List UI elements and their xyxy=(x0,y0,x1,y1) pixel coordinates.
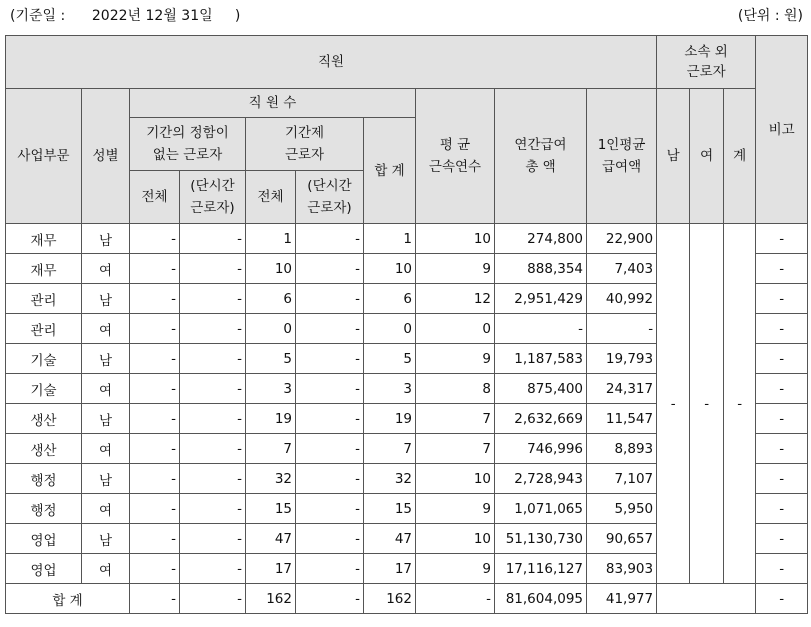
header-sum: 합 계 xyxy=(364,118,416,224)
ft-part-cell: - xyxy=(296,524,364,554)
gender-cell: 남 xyxy=(82,344,130,374)
nf-part-cell: - xyxy=(180,464,246,494)
nf-all-cell: - xyxy=(130,464,180,494)
ft-part-cell: - xyxy=(296,374,364,404)
remark-cell: - xyxy=(756,374,808,404)
total-cell: 47 xyxy=(364,524,416,554)
total-cell: 17 xyxy=(364,554,416,584)
ft-part-cell: - xyxy=(296,254,364,284)
nf-part-cell: - xyxy=(180,434,246,464)
nf-all-cell: - xyxy=(130,254,180,284)
remark-cell: - xyxy=(756,404,808,434)
pay-avg-cell: 5,950 xyxy=(587,494,657,524)
division-cell: 재무 xyxy=(6,224,82,254)
remark-cell: - xyxy=(756,344,808,374)
nf-all-cell: - xyxy=(130,494,180,524)
remark-cell: - xyxy=(756,314,808,344)
total-cell: 0 xyxy=(364,314,416,344)
tenure-cell: 7 xyxy=(416,434,495,464)
pay-total-cell: 274,800 xyxy=(495,224,587,254)
tenure-cell: 10 xyxy=(416,224,495,254)
pay-avg-cell: - xyxy=(587,314,657,344)
division-cell: 관리 xyxy=(6,314,82,344)
pay-total-cell: 2,632,669 xyxy=(495,404,587,434)
total-cell: 32 xyxy=(364,464,416,494)
table-meta xyxy=(0,0,811,34)
header-outside-subtotal: 계 xyxy=(724,89,756,224)
pay-avg-cell: 83,903 xyxy=(587,554,657,584)
ft-all-cell: 0 xyxy=(246,314,296,344)
remark-cell: - xyxy=(756,434,808,464)
total-row xyxy=(6,584,808,614)
pay-avg-cell: 19,793 xyxy=(587,344,657,374)
nf-part-cell: - xyxy=(180,284,246,314)
gender-cell: 남 xyxy=(82,404,130,434)
header-avg-pay: 1인평균 급여액 xyxy=(587,89,657,224)
header-headcount: 직 원 수 xyxy=(130,89,416,118)
pay-total-cell: 17,116,127 xyxy=(495,554,587,584)
gender-cell: 여 xyxy=(82,374,130,404)
ft-all-cell: 15 xyxy=(246,494,296,524)
division-cell: 행정 xyxy=(6,494,82,524)
header-outside-male: 남 xyxy=(657,89,690,224)
division-cell: 영업 xyxy=(6,524,82,554)
total-pay-avg-cell: 41,977 xyxy=(587,584,657,614)
header-employees: 직원 xyxy=(6,36,657,89)
pay-total-cell: 2,728,943 xyxy=(495,464,587,494)
total-nf-part-cell: - xyxy=(180,584,246,614)
nf-part-cell: - xyxy=(180,494,246,524)
ft-all-cell: 17 xyxy=(246,554,296,584)
tenure-cell: 9 xyxy=(416,344,495,374)
ft-all-cell: 19 xyxy=(246,404,296,434)
division-cell: 생산 xyxy=(6,434,82,464)
header-remarks: 비고 xyxy=(756,36,808,224)
ft-all-cell: 5 xyxy=(246,344,296,374)
header-annual-pay-total: 연간급여 총 액 xyxy=(495,89,587,224)
header-no-fixed-term: 기간의 정함이 없는 근로자 xyxy=(130,118,246,171)
gender-cell: 여 xyxy=(82,434,130,464)
header-outside-female: 여 xyxy=(690,89,724,224)
ft-all-cell: 1 xyxy=(246,224,296,254)
total-cell: 10 xyxy=(364,254,416,284)
outside-female-cell: - xyxy=(690,224,724,584)
total-ft-all-cell: 162 xyxy=(246,584,296,614)
tenure-cell: 9 xyxy=(416,554,495,584)
pay-total-cell: 1,187,583 xyxy=(495,344,587,374)
pay-avg-cell: 7,107 xyxy=(587,464,657,494)
pay-total-cell: 2,951,429 xyxy=(495,284,587,314)
header-outside-workers: 소속 외 근로자 xyxy=(657,36,756,89)
nf-part-cell: - xyxy=(180,404,246,434)
tenure-cell: 7 xyxy=(416,404,495,434)
ft-part-cell: - xyxy=(296,464,364,494)
gender-cell: 남 xyxy=(82,464,130,494)
total-cell: 1 xyxy=(364,224,416,254)
remark-cell: - xyxy=(756,554,808,584)
tenure-cell: 12 xyxy=(416,284,495,314)
nf-part-cell: - xyxy=(180,524,246,554)
tenure-cell: 8 xyxy=(416,374,495,404)
pay-avg-cell: 11,547 xyxy=(587,404,657,434)
pay-total-cell: 875,400 xyxy=(495,374,587,404)
division-cell: 기술 xyxy=(6,374,82,404)
header-nf-part: (단시간 근로자) xyxy=(180,171,246,224)
remark-cell: - xyxy=(756,464,808,494)
total-nf-all-cell: - xyxy=(130,584,180,614)
tenure-cell: 9 xyxy=(416,254,495,284)
gender-cell: 남 xyxy=(82,284,130,314)
nf-all-cell: - xyxy=(130,344,180,374)
pay-avg-cell: 90,657 xyxy=(587,524,657,554)
gender-cell: 남 xyxy=(82,524,130,554)
unit-label: (단위 : 원) xyxy=(737,8,803,24)
nf-all-cell: - xyxy=(130,434,180,464)
ft-all-cell: 6 xyxy=(246,284,296,314)
employee-table xyxy=(5,35,808,614)
nf-all-cell: - xyxy=(130,224,180,254)
total-total-cell: 162 xyxy=(364,584,416,614)
nf-part-cell: - xyxy=(180,554,246,584)
tenure-cell: 9 xyxy=(416,494,495,524)
total-label: 합 계 xyxy=(6,584,130,614)
total-cell: 15 xyxy=(364,494,416,524)
nf-all-cell: - xyxy=(130,374,180,404)
remark-cell: - xyxy=(756,524,808,554)
pay-avg-cell: 22,900 xyxy=(587,224,657,254)
total-cell: 7 xyxy=(364,434,416,464)
total-cell: 3 xyxy=(364,374,416,404)
nf-all-cell: - xyxy=(130,404,180,434)
ft-part-cell: - xyxy=(296,224,364,254)
division-cell: 관리 xyxy=(6,284,82,314)
ft-part-cell: - xyxy=(296,404,364,434)
ft-all-cell: 10 xyxy=(246,254,296,284)
remark-cell: - xyxy=(756,494,808,524)
nf-all-cell: - xyxy=(130,554,180,584)
ft-part-cell: - xyxy=(296,554,364,584)
total-cell: 19 xyxy=(364,404,416,434)
division-cell: 기술 xyxy=(6,344,82,374)
pay-avg-cell: 7,403 xyxy=(587,254,657,284)
header-ft-part: (단시간 근로자) xyxy=(296,171,364,224)
pay-total-cell: 1,071,065 xyxy=(495,494,587,524)
outside-male-cell: - xyxy=(657,224,690,584)
ft-all-cell: 32 xyxy=(246,464,296,494)
header-avg-tenure: 평 균 근속연수 xyxy=(416,89,495,224)
total-tenure-cell: - xyxy=(416,584,495,614)
division-cell: 영업 xyxy=(6,554,82,584)
header-ft-all: 전체 xyxy=(246,171,296,224)
table-body xyxy=(6,224,808,614)
nf-part-cell: - xyxy=(180,374,246,404)
ft-all-cell: 7 xyxy=(246,434,296,464)
division-cell: 생산 xyxy=(6,404,82,434)
ft-part-cell: - xyxy=(296,434,364,464)
total-remark-cell: - xyxy=(756,584,808,614)
gender-cell: 남 xyxy=(82,224,130,254)
table-row xyxy=(6,224,808,254)
total-pay-total-cell: 81,604,095 xyxy=(495,584,587,614)
total-cell: 6 xyxy=(364,284,416,314)
pay-total-cell: - xyxy=(495,314,587,344)
nf-all-cell: - xyxy=(130,524,180,554)
total-outside-cell xyxy=(657,584,756,614)
header-fixed-term: 기간제 근로자 xyxy=(246,118,364,171)
nf-part-cell: - xyxy=(180,314,246,344)
pay-total-cell: 51,130,730 xyxy=(495,524,587,554)
nf-part-cell: - xyxy=(180,254,246,284)
total-cell: 5 xyxy=(364,344,416,374)
header-division: 사업부문 xyxy=(6,89,82,224)
division-cell: 행정 xyxy=(6,464,82,494)
nf-all-cell: - xyxy=(130,314,180,344)
nf-part-cell: - xyxy=(180,224,246,254)
pay-avg-cell: 24,317 xyxy=(587,374,657,404)
outside-subtotal-cell: - xyxy=(724,224,756,584)
gender-cell: 여 xyxy=(82,254,130,284)
ft-part-cell: - xyxy=(296,344,364,374)
nf-all-cell: - xyxy=(130,284,180,314)
gender-cell: 여 xyxy=(82,314,130,344)
ft-all-cell: 3 xyxy=(246,374,296,404)
nf-part-cell: - xyxy=(180,344,246,374)
pay-total-cell: 746,996 xyxy=(495,434,587,464)
pay-total-cell: 888,354 xyxy=(495,254,587,284)
tenure-cell: 10 xyxy=(416,464,495,494)
header-gender: 성별 xyxy=(82,89,130,224)
gender-cell: 여 xyxy=(82,494,130,524)
ft-part-cell: - xyxy=(296,314,364,344)
ft-part-cell: - xyxy=(296,494,364,524)
ft-part-cell: - xyxy=(296,284,364,314)
reference-date: (기준일 : 2022년 12월 31일 ) xyxy=(10,8,241,24)
remark-cell: - xyxy=(756,254,808,284)
gender-cell: 여 xyxy=(82,554,130,584)
total-ft-part-cell: - xyxy=(296,584,364,614)
ft-all-cell: 47 xyxy=(246,524,296,554)
division-cell: 재무 xyxy=(6,254,82,284)
pay-avg-cell: 8,893 xyxy=(587,434,657,464)
header-nf-all: 전체 xyxy=(130,171,180,224)
remark-cell: - xyxy=(756,284,808,314)
tenure-cell: 0 xyxy=(416,314,495,344)
remark-cell: - xyxy=(756,224,808,254)
pay-avg-cell: 40,992 xyxy=(587,284,657,314)
tenure-cell: 10 xyxy=(416,524,495,554)
